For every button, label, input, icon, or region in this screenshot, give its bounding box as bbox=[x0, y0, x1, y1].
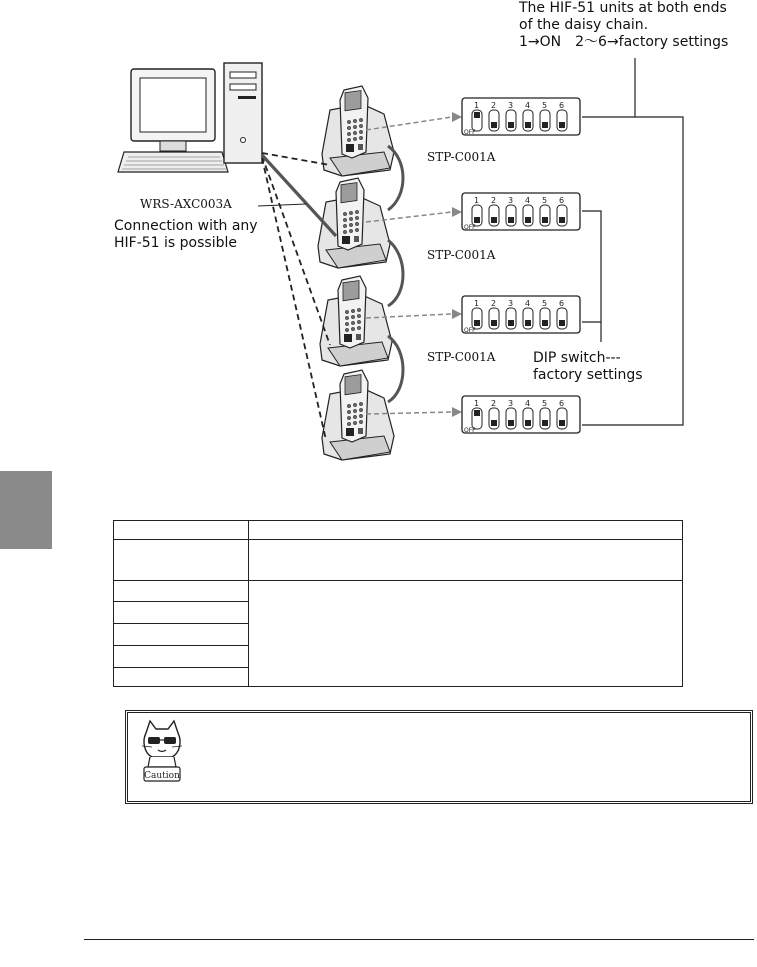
end-units-note-line2: of the daisy chain. bbox=[519, 17, 649, 33]
svg-text:OFF: OFF bbox=[464, 427, 476, 434]
chain-cable-label-3: STP-C001A bbox=[427, 350, 496, 364]
settings-table bbox=[113, 520, 683, 687]
daisy-chain-diagram: 1 2 3 4 5 6 OFF OFF OFF OFF bbox=[0, 0, 757, 500]
dip-switch-2 bbox=[462, 193, 580, 231]
end-units-note-line3: 1→ON 2～6→factory settings bbox=[519, 34, 729, 50]
connection-note bbox=[114, 218, 258, 252]
caution-label: Caution bbox=[144, 771, 180, 781]
dip-switch-3 bbox=[462, 296, 580, 334]
dip-switch-1 bbox=[462, 98, 580, 136]
svg-text:OFF: OFF bbox=[464, 224, 476, 231]
end-units-note bbox=[519, 0, 728, 51]
chain-cable-label-2: STP-C001A bbox=[427, 248, 496, 262]
dip-factory-note bbox=[533, 350, 643, 384]
table-row bbox=[114, 521, 683, 540]
pc-cable-leader bbox=[258, 204, 306, 206]
table-row bbox=[114, 540, 683, 581]
end-units-note-line1: The HIF-51 units at both ends bbox=[519, 0, 727, 16]
table-row bbox=[114, 581, 683, 602]
pc-icon bbox=[118, 63, 262, 172]
caution-box bbox=[125, 710, 753, 804]
dip-switch-4 bbox=[462, 396, 580, 434]
cradle-unit-4 bbox=[322, 370, 394, 460]
cradle-unit-2 bbox=[318, 178, 390, 268]
svg-text:OFF: OFF bbox=[464, 129, 476, 136]
cradle-unit-3 bbox=[320, 276, 392, 366]
chain-cables bbox=[388, 146, 403, 402]
footer-rule bbox=[84, 939, 754, 940]
dip-factory-note-line2: factory settings bbox=[533, 367, 643, 383]
connection-note-line2: HIF-51 is possible bbox=[114, 235, 237, 251]
dip-factory-note-line1: DIP switch--- bbox=[533, 350, 621, 366]
section-side-tab bbox=[0, 471, 52, 549]
pc-cable-label: WRS-AXC003A bbox=[140, 197, 232, 211]
caution-cat-icon bbox=[138, 719, 186, 789]
cradle-unit-1 bbox=[322, 86, 394, 176]
chain-cable-label-1: STP-C001A bbox=[427, 150, 496, 164]
connection-note-line1: Connection with any bbox=[114, 218, 258, 234]
middle-units-bracket bbox=[582, 211, 601, 342]
svg-text:OFF: OFF bbox=[464, 327, 476, 334]
pc-dashed-lines bbox=[262, 153, 330, 440]
